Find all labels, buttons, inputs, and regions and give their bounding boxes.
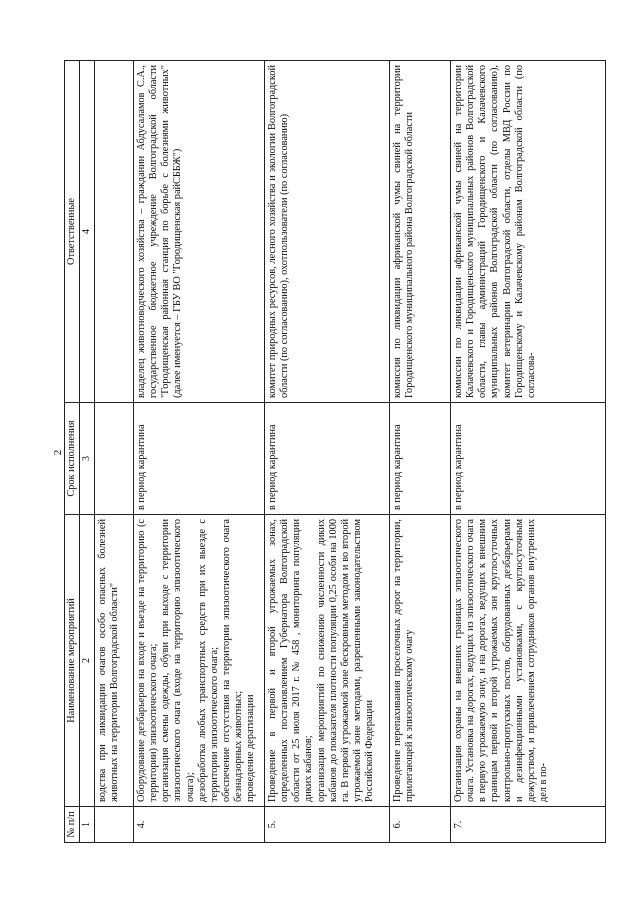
responsible-text: владелец животноводческого хозяйства – гражданин Абдусаламов С.А., государственное бюджетное учреждение Волгоградской области "Городищенская районная станция по борьбе с болезнями животных" (далее именуется – ГБУ ВО "Городищенская райСББЖ") bbox=[133, 61, 264, 403]
header-term: Срок исполнения bbox=[65, 403, 80, 515]
row-number: 5. bbox=[264, 807, 389, 843]
term-text: в период карантина bbox=[264, 403, 389, 515]
header-number: № п/п bbox=[65, 807, 80, 843]
responsible-text: комиссии по ликвидации африканской чумы свиней на территории Калачевского и Городищенского муниципальных районов Волгоградской области, главы администраций Городищенского и Калачевского муниципальных районов Волгоградской области (по согласованию), комитет ветеринарии Волгоградской области, отделы МВД России по Городищенскому и Калачевскому районам Волгоградской области (по согласова- bbox=[450, 61, 605, 403]
measure-text: Проведение в первой и второй угрожаемых зонах, определенных постановлением Губернатора Волгоградской области от 25 июля 2017 г. № 458 , мониторинга популяции диких кабанов; организация мероприятий по снижению численности диких кабанов до показателя плотности популяции 0,25 особи на 1000 га. В первой угрожаемой зоне бескровным методом и во второй угрожаемой зоне методами, разрешенными законодательством Российской Федерации bbox=[264, 515, 389, 807]
table-row bbox=[133, 61, 264, 843]
responsible-text: комитет природных ресурсов, лесного хозяйства и экологии Волгоградской области (по согласованию), охотпользователи (по согласованию) bbox=[264, 61, 389, 403]
column-number-row bbox=[80, 61, 95, 843]
measure-text: Проведение перепахивания проселочных дорог на территории, прилегающей к эпизоотическому очагу bbox=[389, 515, 450, 807]
column-number: 2 bbox=[80, 515, 95, 807]
cell-empty bbox=[94, 807, 133, 843]
cell-empty bbox=[94, 61, 133, 403]
term-text: в период карантина bbox=[450, 403, 605, 515]
column-number: 1 bbox=[80, 807, 95, 843]
column-number: 4 bbox=[80, 61, 95, 403]
row-number: 7. bbox=[450, 807, 605, 843]
continuation-text: водства при ликвидации очагов особо опасных болезней животных на территории Волгоградской области" bbox=[94, 515, 133, 807]
page-number: 2 bbox=[52, 449, 64, 456]
row-number: 6. bbox=[389, 807, 450, 843]
term-text: в период карантина bbox=[133, 403, 264, 515]
header-responsible: Ответственные bbox=[65, 61, 80, 403]
responsible-text: комиссия по ликвидации африканской чумы свиней на территории Городищенского муниципального района Волгоградской области bbox=[389, 61, 450, 403]
measure-text: Оборудование дезбарьеров на входе и въезде на территорию (с территории) эпизоотического очага; организация смены одежды, обуви при выходе с территории эпизоотического очага (входе на территорию эпизоотического очага); дезобработка любых транспортных средств при их выезде с территории эпизоотического очага; обеспечение отсутствия на территории эпизоотического очага безнадзорных животных; проведение дератизации bbox=[133, 515, 264, 807]
cell-empty bbox=[94, 403, 133, 515]
table-row bbox=[389, 61, 450, 843]
term-text: в период карантина bbox=[389, 403, 450, 515]
measure-text: Организация охраны на внешних границах эпизоотического очага. Установка на дорогах, ведущих из эпизоотического очага в первую угрожаемую зону, и на дорогах, ведущих к внешним границам первой и второй угрожаемых зон круглосуточных контрольно-пропускных постов, оборудованных дезбарьерами и дезинфекционными установками, с круглосуточным дежурством, и привлечением сотрудников органов внутренних дел в по- bbox=[450, 515, 605, 807]
header-measures: Наименование мероприятий bbox=[65, 515, 80, 807]
table-row-continuation bbox=[94, 61, 133, 843]
row-number: 4. bbox=[133, 807, 264, 843]
table-row bbox=[450, 61, 605, 843]
column-number: 3 bbox=[80, 403, 95, 515]
table-row bbox=[264, 61, 389, 843]
measures-table bbox=[64, 60, 606, 843]
table-header-row bbox=[65, 61, 80, 843]
